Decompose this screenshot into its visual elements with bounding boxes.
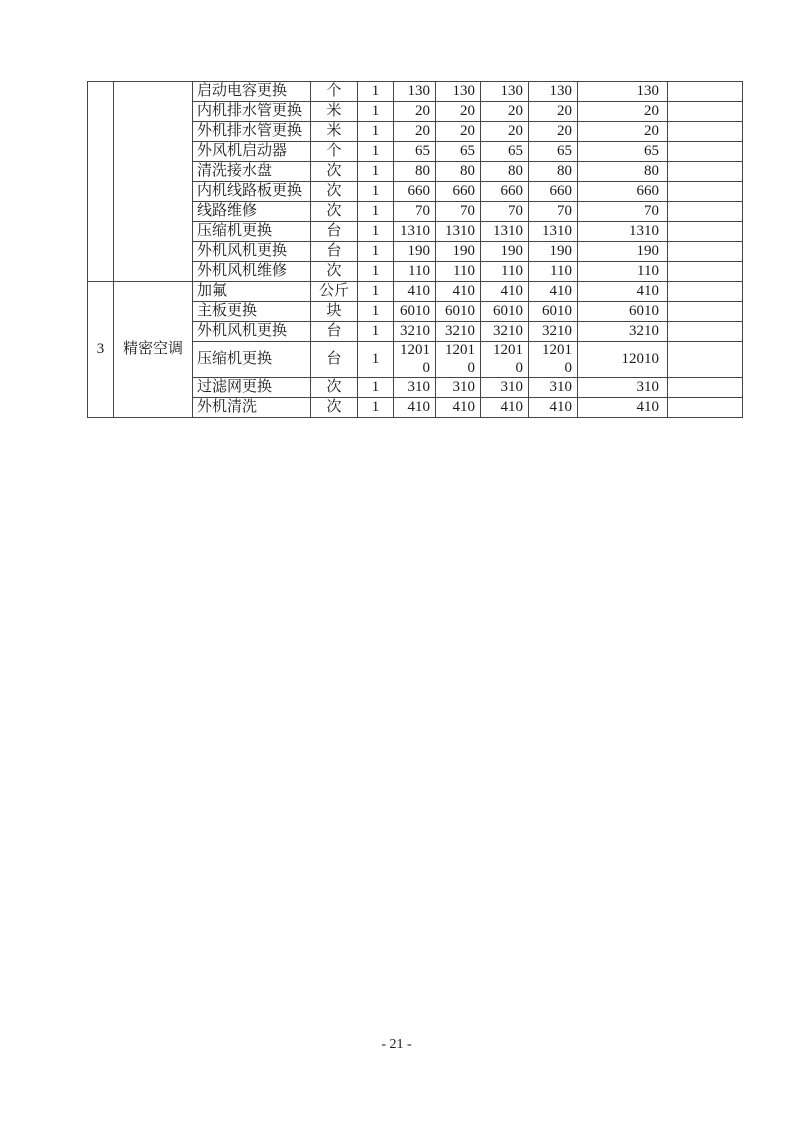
cell-unit-price: 110 — [436, 262, 481, 282]
cell-item-name: 压缩机更换 — [193, 342, 311, 378]
cell-unit: 台 — [311, 342, 358, 378]
cell-unit-price: 190 — [394, 242, 436, 262]
cell-quantity: 1 — [358, 322, 394, 342]
cell-unit-price: 80 — [394, 162, 436, 182]
cell-unit: 台 — [311, 322, 358, 342]
cell-total-price: 3210 — [578, 322, 668, 342]
cell-unit-price: 660 — [436, 182, 481, 202]
cell-unit-price: 110 — [529, 262, 578, 282]
cell-unit-price: 1310 — [394, 222, 436, 242]
cell-unit-price: 410 — [529, 398, 578, 418]
cell-item-name: 外机风机更换 — [193, 322, 311, 342]
cell-quantity: 1 — [358, 342, 394, 378]
cell-unit-price: 660 — [481, 182, 529, 202]
cell-total-price: 190 — [578, 242, 668, 262]
cell-remarks-blank — [668, 102, 743, 122]
row-group-category — [114, 82, 193, 282]
cell-unit-price: 310 — [436, 378, 481, 398]
cell-unit: 个 — [311, 142, 358, 162]
cell-unit: 米 — [311, 102, 358, 122]
cell-quantity: 1 — [358, 302, 394, 322]
cell-remarks-blank — [668, 398, 743, 418]
cell-item-name: 过滤网更换 — [193, 378, 311, 398]
cell-quantity: 1 — [358, 222, 394, 242]
cell-unit-price — [436, 342, 481, 378]
cell-total-price: 65 — [578, 142, 668, 162]
cell-unit-price: 1310 — [436, 222, 481, 242]
cell-remarks-blank — [668, 378, 743, 398]
cell-unit-price — [481, 342, 529, 378]
cell-unit-price: 65 — [529, 142, 578, 162]
cell-unit: 次 — [311, 182, 358, 202]
cell-item-name: 外风机启动器 — [193, 142, 311, 162]
cell-unit-price: 660 — [394, 182, 436, 202]
cell-remarks-blank — [668, 122, 743, 142]
cell-unit-price — [529, 342, 578, 378]
cell-item-name: 主板更换 — [193, 302, 311, 322]
cell-unit-price: 130 — [436, 82, 481, 102]
cell-item-name: 清洗接水盘 — [193, 162, 311, 182]
cell-remarks-blank — [668, 222, 743, 242]
cell-remarks-blank — [668, 82, 743, 102]
cell-unit: 次 — [311, 262, 358, 282]
row-group-index: 3 — [88, 282, 114, 418]
cell-unit-price: 410 — [394, 282, 436, 302]
cell-unit-price: 70 — [436, 202, 481, 222]
cell-unit: 次 — [311, 398, 358, 418]
cell-quantity: 1 — [358, 242, 394, 262]
cell-total-price: 20 — [578, 102, 668, 122]
cell-unit: 台 — [311, 222, 358, 242]
cell-unit: 次 — [311, 202, 358, 222]
cell-unit-price: 3210 — [481, 322, 529, 342]
cell-unit-price: 3210 — [529, 322, 578, 342]
cell-item-name: 内机线路板更换 — [193, 182, 311, 202]
cell-total-price: 20 — [578, 122, 668, 142]
cell-unit-price: 1310 — [529, 222, 578, 242]
cell-unit-price: 20 — [529, 122, 578, 142]
cell-item-name: 外机排水管更换 — [193, 122, 311, 142]
cell-remarks-blank — [668, 182, 743, 202]
cell-unit-price: 3210 — [394, 322, 436, 342]
cell-total-price: 80 — [578, 162, 668, 182]
cell-quantity: 1 — [358, 378, 394, 398]
cell-unit-price: 65 — [481, 142, 529, 162]
cell-total-price: 410 — [578, 282, 668, 302]
cell-unit-price: 410 — [436, 282, 481, 302]
cell-remarks-blank — [668, 322, 743, 342]
cell-item-name: 压缩机更换 — [193, 222, 311, 242]
cell-unit: 台 — [311, 242, 358, 262]
row-group-index — [88, 82, 114, 282]
cell-quantity: 1 — [358, 122, 394, 142]
page-number-footer: - 21 - — [381, 1037, 412, 1052]
cell-total-price: 130 — [578, 82, 668, 102]
cell-remarks-blank — [668, 262, 743, 282]
cell-unit-price: 410 — [481, 282, 529, 302]
cell-unit-price: 310 — [529, 378, 578, 398]
cell-unit-price: 190 — [481, 242, 529, 262]
cell-total-price: 6010 — [578, 302, 668, 322]
cell-unit-price: 6010 — [529, 302, 578, 322]
cell-remarks-blank — [668, 302, 743, 322]
cell-unit-price: 20 — [529, 102, 578, 122]
row-group-category: 精密空调 — [114, 282, 193, 418]
cell-item-name: 外机清洗 — [193, 398, 311, 418]
cell-unit-price: 130 — [529, 82, 578, 102]
cell-unit-price: 410 — [481, 398, 529, 418]
cell-unit-price: 3210 — [436, 322, 481, 342]
cell-unit-price: 310 — [481, 378, 529, 398]
cell-unit-price: 6010 — [394, 302, 436, 322]
cell-unit-price: 20 — [481, 102, 529, 122]
cell-unit-price: 20 — [394, 122, 436, 142]
cell-unit-price: 20 — [436, 102, 481, 122]
cell-unit-price: 410 — [529, 282, 578, 302]
cell-total-price: 12010 — [578, 342, 668, 378]
cell-unit-price: 70 — [481, 202, 529, 222]
cell-remarks-blank — [668, 202, 743, 222]
cell-unit-price — [394, 342, 436, 378]
cell-unit-price: 410 — [436, 398, 481, 418]
cell-unit-price: 1310 — [481, 222, 529, 242]
cell-unit: 公斤 — [311, 282, 358, 302]
cell-quantity: 1 — [358, 142, 394, 162]
cell-remarks-blank — [668, 282, 743, 302]
cell-unit-price: 6010 — [436, 302, 481, 322]
cell-unit: 块 — [311, 302, 358, 322]
cell-unit-price: 410 — [394, 398, 436, 418]
cell-remarks-blank — [668, 162, 743, 182]
cell-unit-price: 130 — [481, 82, 529, 102]
cell-item-name: 内机排水管更换 — [193, 102, 311, 122]
cell-quantity: 1 — [358, 82, 394, 102]
cell-quantity: 1 — [358, 262, 394, 282]
unit-price-value: 12010 — [493, 342, 523, 376]
cell-unit-price: 190 — [529, 242, 578, 262]
unit-price-value: 12010 — [445, 342, 475, 376]
cell-unit-price: 80 — [529, 162, 578, 182]
cell-total-price: 1310 — [578, 222, 668, 242]
cell-unit-price: 6010 — [481, 302, 529, 322]
cell-unit: 个 — [311, 82, 358, 102]
cell-total-price: 310 — [578, 378, 668, 398]
cell-quantity: 1 — [358, 102, 394, 122]
cell-item-name: 线路维修 — [193, 202, 311, 222]
cell-unit-price: 80 — [436, 162, 481, 182]
unit-price-value: 12010 — [400, 342, 430, 376]
price-table-body — [88, 82, 743, 418]
table-row — [88, 82, 743, 102]
cell-unit-price: 110 — [394, 262, 436, 282]
cell-unit-price: 20 — [394, 102, 436, 122]
cell-unit-price: 660 — [529, 182, 578, 202]
maintenance-price-table — [87, 81, 743, 418]
cell-total-price: 660 — [578, 182, 668, 202]
cell-unit: 次 — [311, 162, 358, 182]
cell-quantity: 1 — [358, 162, 394, 182]
cell-quantity: 1 — [358, 182, 394, 202]
cell-unit: 米 — [311, 122, 358, 142]
cell-quantity: 1 — [358, 282, 394, 302]
cell-unit-price: 65 — [394, 142, 436, 162]
cell-total-price: 70 — [578, 202, 668, 222]
cell-unit-price: 20 — [481, 122, 529, 142]
cell-item-name: 外机风机维修 — [193, 262, 311, 282]
cell-remarks-blank — [668, 342, 743, 378]
cell-remarks-blank — [668, 142, 743, 162]
table-row — [88, 282, 743, 302]
cell-unit-price: 190 — [436, 242, 481, 262]
cell-unit: 次 — [311, 378, 358, 398]
cell-total-price: 410 — [578, 398, 668, 418]
cell-total-price: 110 — [578, 262, 668, 282]
cell-unit-price: 130 — [394, 82, 436, 102]
cell-item-name: 外机风机更换 — [193, 242, 311, 262]
cell-unit-price: 80 — [481, 162, 529, 182]
cell-unit-price: 310 — [394, 378, 436, 398]
cell-item-name: 加氟 — [193, 282, 311, 302]
cell-unit-price: 70 — [529, 202, 578, 222]
cell-unit-price: 65 — [436, 142, 481, 162]
cell-remarks-blank — [668, 242, 743, 262]
cell-quantity: 1 — [358, 398, 394, 418]
cell-unit-price: 110 — [481, 262, 529, 282]
cell-unit-price: 70 — [394, 202, 436, 222]
cell-unit-price: 20 — [436, 122, 481, 142]
cell-item-name: 启动电容更换 — [193, 82, 311, 102]
unit-price-value: 12010 — [542, 342, 572, 376]
cell-quantity: 1 — [358, 202, 394, 222]
